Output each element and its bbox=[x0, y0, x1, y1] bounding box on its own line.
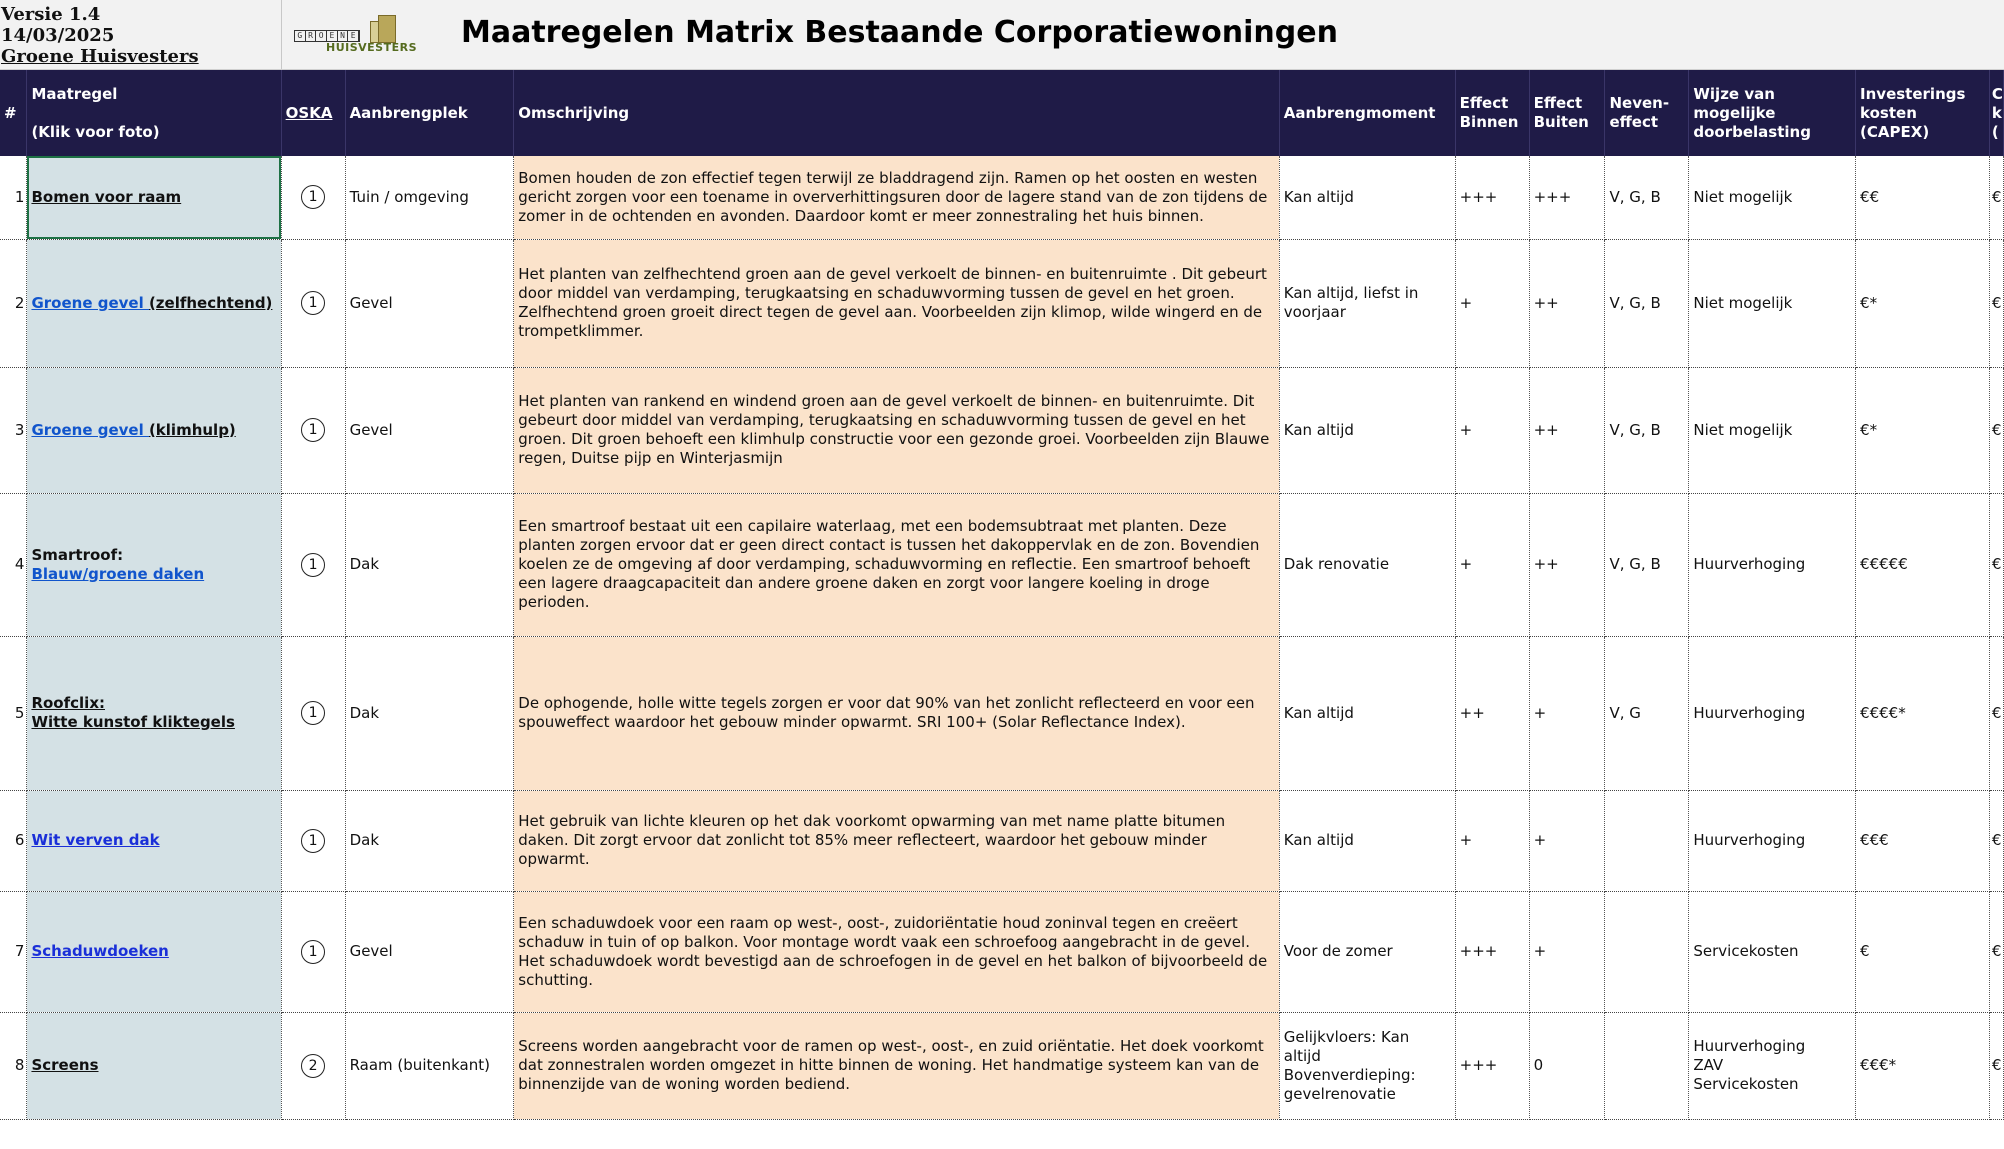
cell-capex[interactable]: €€€€* bbox=[1856, 636, 1990, 790]
cell-doorbelasting[interactable]: Niet mogelijk bbox=[1689, 367, 1856, 493]
cell-doorbelasting[interactable]: Servicekosten bbox=[1689, 891, 1856, 1012]
cell-effect-buiten[interactable]: + bbox=[1529, 891, 1605, 1012]
cell-next[interactable]: € bbox=[1989, 790, 2003, 891]
cell-omschrijving[interactable]: Bomen houden de zon effectief tegen terwijl ze bladdragend zijn. Ramen op het oosten en westen gericht zorgen voor een toename in oververhittingsuren door de lagere stand van de zon tijdens de zomer in de ochtenden en avonden. Daardoor komt er meer zonnestraling het huis binnen. bbox=[514, 156, 1279, 239]
logo-letter: O bbox=[316, 31, 327, 41]
col-header-maatregel[interactable]: Maatregel (Klik voor foto) bbox=[27, 70, 281, 156]
cell-effect-binnen[interactable]: + bbox=[1455, 367, 1529, 493]
measure-link[interactable]: Screens bbox=[31, 1056, 99, 1074]
cell-effect-binnen[interactable]: ++ bbox=[1455, 636, 1529, 790]
table-header-row bbox=[0, 70, 2004, 156]
cell-aanbrengplek[interactable]: Dak bbox=[345, 636, 514, 790]
logo-letter: N bbox=[338, 31, 349, 41]
cell-maatregel[interactable] bbox=[27, 156, 281, 239]
header-divider bbox=[281, 0, 282, 69]
cell-capex[interactable]: €* bbox=[1856, 239, 1990, 367]
table-row bbox=[0, 239, 2004, 367]
org-link[interactable]: Groene Huisvesters bbox=[1, 46, 199, 67]
cell-effect-buiten[interactable]: 0 bbox=[1529, 1012, 1605, 1119]
measure-link[interactable]: Wit verven dak bbox=[31, 831, 160, 849]
cell-capex[interactable]: € bbox=[1856, 891, 1990, 1012]
measure-link[interactable]: Groene gevel bbox=[31, 420, 149, 439]
measure-link-suffix[interactable]: (zelfhechtend) bbox=[148, 293, 273, 312]
cell-oska[interactable] bbox=[281, 891, 345, 1012]
col-header-effect-buiten[interactable]: Effect Buiten bbox=[1529, 70, 1605, 156]
version-info bbox=[1, 4, 277, 67]
cell-effect-binnen[interactable]: +++ bbox=[1455, 891, 1529, 1012]
logo-letter: E bbox=[348, 31, 359, 41]
cell-maatregel[interactable] bbox=[27, 1012, 281, 1119]
oska-level-badge: 1 bbox=[301, 701, 325, 725]
col-header-neveneffect[interactable]: Neven-effect bbox=[1605, 70, 1689, 156]
cell-next[interactable]: € bbox=[1989, 239, 2003, 367]
page-title: Maatregelen Matrix Bestaande Corporatiewoningen bbox=[461, 15, 1338, 50]
cell-aanbrengplek[interactable]: Raam (buitenkant) bbox=[345, 1012, 514, 1119]
cell-oska[interactable] bbox=[281, 1012, 345, 1119]
oska-level-badge: 1 bbox=[301, 418, 325, 442]
cell-next[interactable]: € bbox=[1989, 493, 2003, 636]
cell-effect-buiten[interactable]: + bbox=[1529, 636, 1605, 790]
cell-aanbrengplek[interactable]: Gevel bbox=[345, 367, 514, 493]
cell-doorbelasting[interactable]: Huurverhoging bbox=[1689, 493, 1856, 636]
cell-omschrijving[interactable]: Het planten van zelfhechtend groen aan de gevel verkoelt de binnen- en buitenruimte . Dit gebeurt door middel van verdamping, terugkaatsing en schaduwvorming tussen de gevel en het groen. Zelfhechtend groen groeit direct tegen de gevel aan. Voorbeelden zijn klimop, wilde wingerd en de trompetklimmer. bbox=[514, 239, 1279, 367]
cell-effect-binnen[interactable]: + bbox=[1455, 790, 1529, 891]
cell-num[interactable]: 3 bbox=[0, 367, 27, 493]
cell-omschrijving[interactable]: Het planten van rankend en windend groen aan de gevel verkoelt de binnen- en buitenruimte. Dit gebeurt door middel van verdamping, terugkaatsing en schaduwvorming tussen de gevel en het groen. Dit groen behoeft een klimhulp constructie voor een gezonde groei. Voorbeelden zijn Blauwe regen, Duitse pijp en Winterjasmijn bbox=[514, 367, 1279, 493]
cell-doorbelasting[interactable]: Huurverhoging bbox=[1689, 790, 1856, 891]
measure-link[interactable]: Schaduwdoeken bbox=[31, 942, 169, 960]
cell-omschrijving[interactable]: De ophogende, holle witte tegels zorgen er voor dat 90% van het zonlicht reflecteerd en voor een spouweffect waardoor het gebouw minder opwarmt. SRI 100+ (Solar Reflectance Index). bbox=[514, 636, 1279, 790]
cell-next[interactable]: € bbox=[1989, 367, 2003, 493]
cell-effect-binnen[interactable]: + bbox=[1455, 493, 1529, 636]
col-header-num[interactable]: # bbox=[0, 70, 27, 156]
cell-doorbelasting[interactable]: Niet mogelijk bbox=[1689, 239, 1856, 367]
cell-doorbelasting[interactable]: Niet mogelijk bbox=[1689, 156, 1856, 239]
cell-aanbrengmoment[interactable]: Gelijkvloers: Kan altijd Bovenverdieping: gevelrenovatie bbox=[1279, 1012, 1455, 1119]
logo-text: HUISVESTERS bbox=[326, 41, 418, 54]
cell-num[interactable]: 8 bbox=[0, 1012, 27, 1119]
cell-next[interactable]: € bbox=[1989, 891, 2003, 1012]
logo-house-icon bbox=[378, 15, 396, 43]
oska-level-badge: 1 bbox=[301, 829, 325, 853]
cell-effect-buiten[interactable]: + bbox=[1529, 790, 1605, 891]
logo-letter: R bbox=[306, 31, 317, 41]
cell-effect-buiten[interactable]: ++ bbox=[1529, 493, 1605, 636]
cell-neveneffect[interactable]: V, G bbox=[1605, 636, 1689, 790]
cell-doorbelasting[interactable]: Huurverhoging bbox=[1689, 636, 1856, 790]
cell-neveneffect[interactable] bbox=[1605, 891, 1689, 1012]
cell-aanbrengplek[interactable]: Tuin / omgeving bbox=[345, 156, 514, 239]
measure-link-suffix[interactable]: (klimhulp) bbox=[148, 420, 236, 439]
measure-link[interactable]: Roofclix: Witte kunstof kliktegels bbox=[31, 694, 235, 731]
table-row bbox=[0, 493, 2004, 636]
cell-oska[interactable] bbox=[281, 636, 345, 790]
cell-omschrijving[interactable]: Het gebruik van lichte kleuren op het dak voorkomt opwarming van met name platte bitumen daken. Dit zorgt ervoor dat zonlicht tot 85% meer reflecteert, waardoor het gebouw minder opwarmt. bbox=[514, 790, 1279, 891]
cell-maatregel[interactable] bbox=[27, 367, 281, 493]
cell-aanbrengmoment[interactable]: Kan altijd bbox=[1279, 367, 1455, 493]
version-date: 14/03/2025 bbox=[1, 25, 115, 46]
col-header-capex[interactable]: Investerings kosten (CAPEX) bbox=[1856, 70, 1990, 156]
cell-capex[interactable]: €€€* bbox=[1856, 1012, 1990, 1119]
measure-link[interactable]: Blauw/groene daken bbox=[31, 564, 205, 583]
cell-capex[interactable]: €€€ bbox=[1856, 790, 1990, 891]
cell-num[interactable]: 1 bbox=[0, 156, 27, 239]
cell-num[interactable]: 6 bbox=[0, 790, 27, 891]
version-label: Versie 1.4 bbox=[1, 4, 101, 25]
table-row bbox=[0, 1012, 2004, 1119]
cell-num[interactable]: 4 bbox=[0, 493, 27, 636]
table-row bbox=[0, 790, 2004, 891]
col-header-aanbrengplek[interactable]: Aanbrengplek bbox=[345, 70, 514, 156]
cell-effect-binnen[interactable]: +++ bbox=[1455, 156, 1529, 239]
cell-capex[interactable]: €* bbox=[1856, 367, 1990, 493]
cell-oska[interactable] bbox=[281, 790, 345, 891]
cell-doorbelasting[interactable]: Huurverhoging ZAV Servicekosten bbox=[1689, 1012, 1856, 1119]
cell-effect-buiten[interactable]: ++ bbox=[1529, 239, 1605, 367]
cell-maatregel[interactable] bbox=[27, 891, 281, 1012]
table-row bbox=[0, 367, 2004, 493]
measures-table bbox=[0, 70, 2004, 1120]
cell-aanbrengplek[interactable]: Gevel bbox=[345, 891, 514, 1012]
table-row bbox=[0, 636, 2004, 790]
groene-huisvesters-logo bbox=[294, 13, 418, 57]
cell-aanbrengplek[interactable]: Gevel bbox=[345, 239, 514, 367]
cell-oska[interactable] bbox=[281, 239, 345, 367]
cell-maatregel[interactable] bbox=[27, 493, 281, 636]
cell-num[interactable]: 2 bbox=[0, 239, 27, 367]
measure-link[interactable]: Groene gevel bbox=[31, 293, 149, 312]
cell-oska[interactable] bbox=[281, 367, 345, 493]
cell-maatregel[interactable] bbox=[27, 239, 281, 367]
cell-effect-binnen[interactable]: +++ bbox=[1455, 1012, 1529, 1119]
oska-level-badge: 1 bbox=[301, 553, 325, 577]
cell-neveneffect[interactable] bbox=[1605, 790, 1689, 891]
cell-capex[interactable]: €€ bbox=[1856, 156, 1990, 239]
oska-level-badge: 2 bbox=[301, 1054, 325, 1078]
oska-level-badge: 1 bbox=[301, 291, 325, 315]
col-header-aanbrengmoment[interactable]: Aanbrengmoment bbox=[1279, 70, 1455, 156]
cell-aanbrengplek[interactable]: Dak bbox=[345, 493, 514, 636]
cell-oska[interactable] bbox=[281, 156, 345, 239]
cell-neveneffect[interactable]: V, G, B bbox=[1605, 493, 1689, 636]
cell-effect-buiten[interactable]: +++ bbox=[1529, 156, 1605, 239]
cell-next[interactable]: € bbox=[1989, 156, 2003, 239]
col-header-doorbelasting[interactable]: Wijze van mogelijke doorbelasting bbox=[1689, 70, 1856, 156]
cell-aanbrengplek[interactable]: Dak bbox=[345, 790, 514, 891]
cell-effect-buiten[interactable]: ++ bbox=[1529, 367, 1605, 493]
cell-omschrijving[interactable]: Een schaduwdoek voor een raam op west-, oost-, zuidoriëntatie houd zoninval tegen en creëert schaduw in tuin of op balkon. Voor montage wordt vaak een schroefoog aangebracht in de gevel. Het schaduwdoek wordt bevestigd aan de schroefogen in de gevel en het balkon of bijvoorbeeld de schutting. bbox=[514, 891, 1279, 1012]
oska-level-badge: 1 bbox=[301, 185, 325, 209]
cell-neveneffect[interactable]: V, G, B bbox=[1605, 239, 1689, 367]
oska-level-badge: 1 bbox=[301, 940, 325, 964]
cell-maatregel[interactable] bbox=[27, 636, 281, 790]
cell-neveneffect[interactable]: V, G, B bbox=[1605, 156, 1689, 239]
logo-letter: E bbox=[327, 31, 338, 41]
cell-maatregel[interactable] bbox=[27, 790, 281, 891]
table-row bbox=[0, 891, 2004, 1012]
measure-prefix: Smartroof: bbox=[31, 545, 124, 564]
measure-link[interactable]: Bomen voor raam bbox=[31, 187, 182, 206]
cell-aanbrengmoment[interactable]: Dak renovatie bbox=[1279, 493, 1455, 636]
cell-aanbrengmoment[interactable]: Kan altijd bbox=[1279, 156, 1455, 239]
cell-omschrijving[interactable]: Screens worden aangebracht voor de ramen op west-, oost-, en zuid oriëntatie. Het doek voorkomt dat zonnestralen worden omgezet in hitte binnen de woning. Het handmatige systeem kan van de binnenzijde van de woning worden bediend. bbox=[514, 1012, 1279, 1119]
cell-capex[interactable]: €€€€€ bbox=[1856, 493, 1990, 636]
cell-neveneffect[interactable]: V, G, B bbox=[1605, 367, 1689, 493]
col-header-effect-binnen[interactable]: Effect Binnen bbox=[1455, 70, 1529, 156]
cell-next[interactable]: € bbox=[1989, 636, 2003, 790]
col-header-omschrijving[interactable]: Omschrijving bbox=[514, 70, 1279, 156]
cell-num[interactable]: 7 bbox=[0, 891, 27, 1012]
table-row bbox=[0, 156, 2004, 239]
logo-letter: G bbox=[295, 31, 306, 41]
cell-neveneffect[interactable] bbox=[1605, 1012, 1689, 1119]
col-header-oska[interactable]: OSKA bbox=[281, 70, 345, 156]
cell-next[interactable]: € bbox=[1989, 1012, 2003, 1119]
cell-omschrijving[interactable]: Een smartroof bestaat uit een capilaire waterlaag, met een bodemsubtraat met planten. Deze planten zorgen ervoor dat er geen direct contact is tussen het dakoppervlak en de zon. Bovendien koelen ze de omgeving af door verdamping, schaduwvorming en reflectie. Een smartroof behoeft een lagere draagcapaciteit dan andere groene daken en zorgt voor langere koeling in droge perioden. bbox=[514, 493, 1279, 636]
col-header-next[interactable]: C k ( bbox=[1989, 70, 2003, 156]
cell-oska[interactable] bbox=[281, 493, 345, 636]
cell-aanbrengmoment[interactable]: Kan altijd bbox=[1279, 636, 1455, 790]
cell-effect-binnen[interactable]: + bbox=[1455, 239, 1529, 367]
cell-num[interactable]: 5 bbox=[0, 636, 27, 790]
cell-aanbrengmoment[interactable]: Kan altijd, liefst in voorjaar bbox=[1279, 239, 1455, 367]
cell-aanbrengmoment[interactable]: Kan altijd bbox=[1279, 790, 1455, 891]
cell-aanbrengmoment[interactable]: Voor de zomer bbox=[1279, 891, 1455, 1012]
